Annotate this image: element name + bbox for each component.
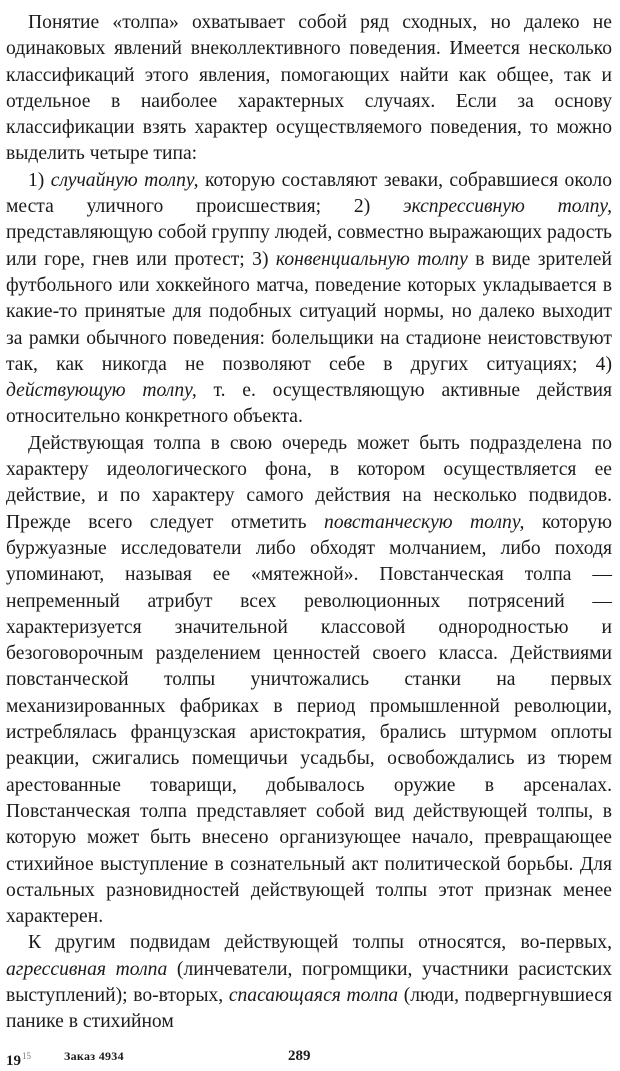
- italic-term: экспрессивную толпу,: [403, 196, 612, 218]
- italic-term: действующую толпу,: [6, 380, 197, 402]
- paragraph-3: [6, 431, 612, 931]
- text-run: т. е. осуществляющую активные действия относительно конкретного объекта.: [6, 380, 612, 428]
- signature-mark: $19^{15}$: [6, 1051, 31, 1069]
- text-run: (люди, подвергнувшиеся панике в стихийном: [6, 984, 613, 1033]
- print-order-number: Заказ 4934: [64, 1049, 124, 1063]
- italic-term: спасающаяся толпа: [228, 984, 399, 1006]
- text-run: которую буржуазные исследователи либо обходят молчанием, либо походя упоминают, называя ее «мятежной». Повстанческая толпа — непременный атрибут всех революционных потрясений — характеризуется значительной классовой однородностью и безоговорочным разделением ценностей своего класса. Действиями повстанческой толпы уничтожались станки на первых механизированных фабриках в период промышленной революции, истреблялась французская аристократия, брались штурмом оплоты реакции, сжигались помещичьи усадьбы, освобождались из тюрем арестованные товарищи, добывалось оружие в арсеналах. Повстанческая толпа представляет собой вид действующей толпы, в которую может быть внесено организующее начало, превращающее стихийное выступление в сознательный акт политической борьбы. Для остальных разновидностей действующей толпы этот признак менее характерен.: [6, 511, 612, 928]
- text-run: 1): [28, 169, 51, 191]
- paragraph-2: [6, 168, 612, 431]
- paragraph-4: [6, 930, 612, 1035]
- italic-term: повстанческую толпу,: [324, 511, 525, 533]
- italic-term: конвенциальную толпу: [275, 248, 468, 270]
- italic-term: агрессивная толпа: [6, 958, 168, 980]
- text-run: Понятие «толпа» охватывает собой ряд сходных, но далеко не одинаковых явлений внеколлективного поведения. Имеется несколько классификаций этого явления, помогающих найти как общее, так и отдельное в наиболее характерных случаях. Если за основу классификации взять характер осуществляемого поведения, то можно выделить четыре типа:: [6, 12, 612, 165]
- body-text: [6, 10, 612, 1036]
- page-number: 289: [288, 1048, 311, 1064]
- italic-term: случайную толпу,: [50, 169, 199, 191]
- page-footer: [6, 1046, 612, 1069]
- text-run: представляющую собой группу людей, совместно выражающих радость или горе, гнев или протест; 3): [6, 222, 612, 270]
- paragraph-1: [6, 10, 612, 168]
- text-run: Действующая толпа в свою очередь может быть подразделена по характеру идеологического фона, в котором осуществляется ее действие, и по характеру самого действия на несколько подвидов. Прежде всего следует отметить: [6, 432, 612, 533]
- text-run: К другим подвидам действующей толпы относятся, во-первых,: [28, 932, 612, 954]
- text-run: в виде зрителей футбольного или хоккейного матча, поведение которых укладывается в какие-то принятые для подобных ситуаций нормы, но далеко выходит за рамки обычного поведения: болельщики на стадионе неистовствуют так, как никогда не позволяют себе в других ситуациях; 4): [6, 248, 612, 375]
- text-run: которую составляют зеваки, собравшиеся около места уличного происшествия; 2): [6, 169, 612, 218]
- text-run: (линчеватели, погромщики, участники расистских выступлений); во-вторых,: [6, 958, 612, 1006]
